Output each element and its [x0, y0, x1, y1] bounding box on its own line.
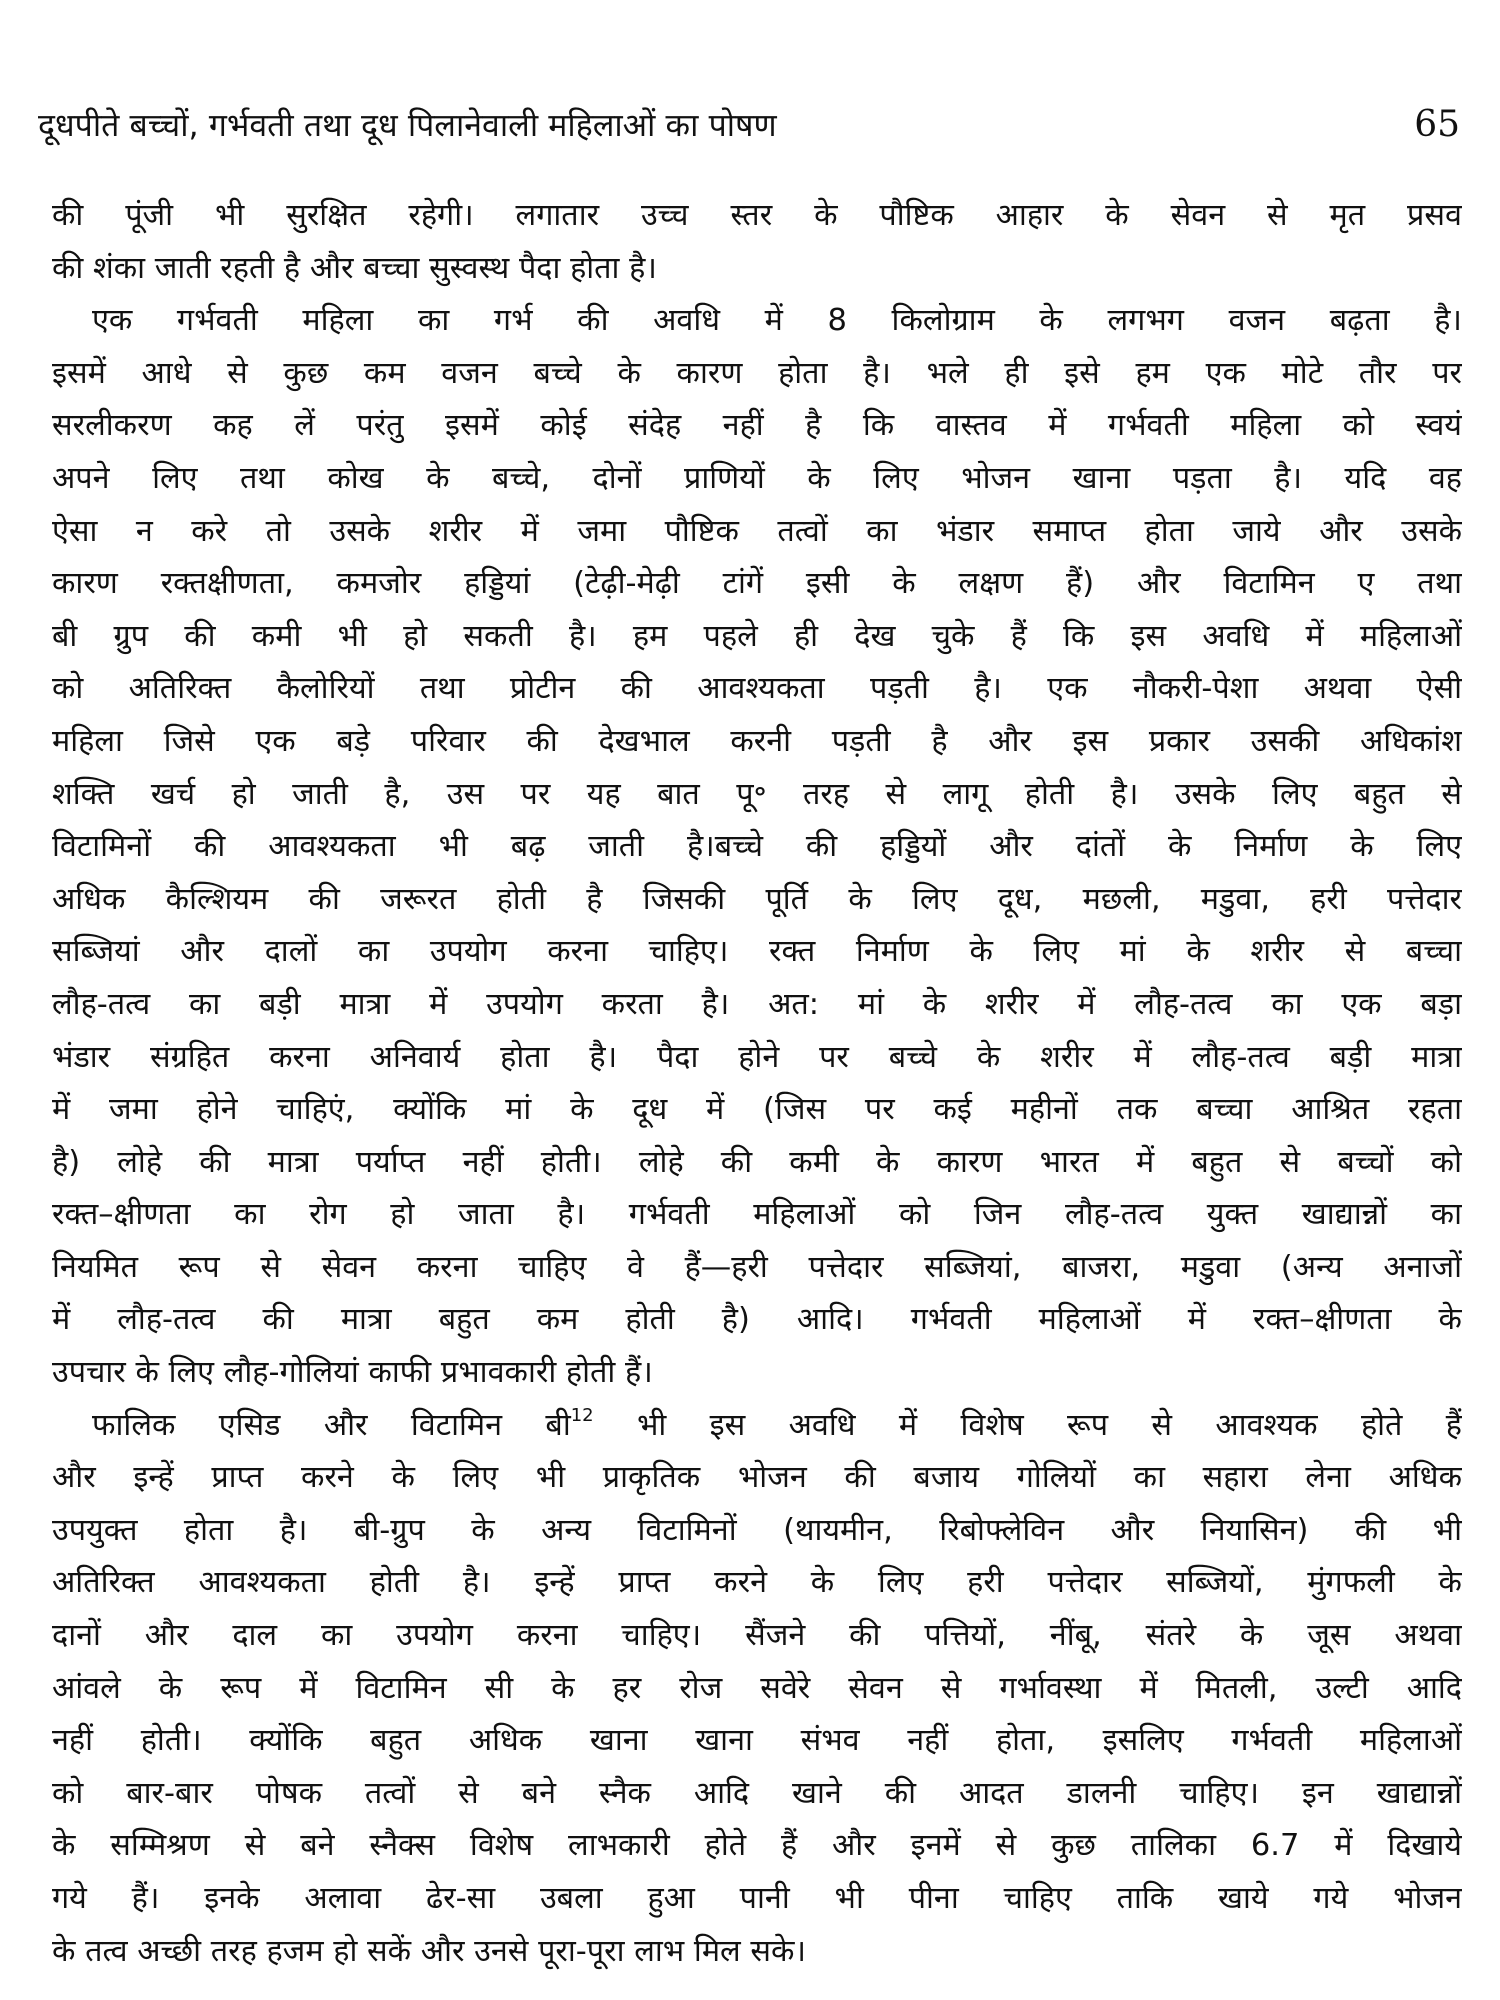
page-header	[38, 100, 1460, 160]
text-line: अपने लिए तथा कोख के बच्चे, दोनों प्राणियों के लिए भोजन खाना पड़ता है। यदि वह	[52, 460, 1462, 496]
text-line: अतिरिक्त आवश्यकता होती है। इन्हें प्राप्त करने के लिए हरी पत्तेदार सब्जियों, मुंगफली के	[52, 1565, 1462, 1601]
text-line: को अतिरिक्त कैलोरियों तथा प्रोटीन की आवश्यकता पड़ती है। एक नौकरी-पेशा अथवा ऐसी	[52, 671, 1462, 707]
text-line: नियमित रूप से सेवन करना चाहिए वे हैं—हरी पत्तेदार सब्जियां, बाजरा, मडुवा (अन्य अनाजों	[52, 1249, 1462, 1285]
text-line: उपचार के लिए लौह-गोलियां काफी प्रभावकारी होती हैं।	[52, 1355, 653, 1391]
text-fragment: भी इस अवधि में विशेष रूप से आवश्यक होते हैं	[593, 1407, 1462, 1443]
text-line: के तत्व अच्छी तरह हजम हो सकें और उनसे पूरा-पूरा लाभ मिल सके।	[52, 1933, 807, 1969]
text-line: रक्त–क्षीणता का रोग हो जाता है। गर्भवती महिलाओं को जिन लौह-तत्व युक्त खाद्यान्नों का	[52, 1197, 1462, 1233]
text-line: अधिक कैल्शियम की जरूरत होती है जिसकी पूर्ति के लिए दूध, मछली, मडुवा, हरी पत्तेदार	[52, 881, 1462, 917]
text-line: विटामिनों की आवश्यकता भी बढ़ जाती है।बच्चे की हड्डियों और दांतों के निर्माण के लिए	[52, 829, 1462, 865]
text-line: सरलीकरण कह लें परंतु इसमें कोई संदेह नहीं है कि वास्तव में गर्भवती महिला को स्वयं	[52, 408, 1462, 444]
text-line: बी ग्रुप की कमी भी हो सकती है। हम पहले ही देख चुके हैं कि इस अवधि में महिलाओं	[52, 618, 1462, 654]
text-line-folic-acid	[52, 1400, 1462, 1453]
text-line: आंवले के रूप में विटामिन सी के हर रोज सवेरे सेवन से गर्भावस्था में मितली, उल्टी आदि	[52, 1670, 1462, 1706]
text-line: दानों और दाल का उपयोग करना चाहिए। सैंजने की पत्तियों, नींबू, संतरे के जूस अथवा	[52, 1618, 1462, 1654]
text-line: कारण रक्तक्षीणता, कमजोर हड्डियां (टेढ़ी-मेढ़ी टांगें इसी के लक्षण हैं) और विटामिन ए तथा	[52, 566, 1462, 602]
text-line: इसमें आधे से कुछ कम वजन बच्चे के कारण होता है। भले ही इसे हम एक मोटे तौर पर	[52, 355, 1462, 391]
text-line: और इन्हें प्राप्त करने के लिए भी प्राकृतिक भोजन की बजाय गोलियों का सहारा लेना अधिक	[52, 1460, 1462, 1496]
text-line: ऐसा न करे तो उसके शरीर में जमा पौष्टिक तत्वों का भंडार समाप्त होता जाये और उसके	[52, 513, 1462, 549]
text-line: में जमा होने चाहिएं, क्योंकि मां के दूध में (जिस पर कई महीनों तक बच्चा आश्रित रहता	[52, 1092, 1462, 1128]
text-line: सब्जियां और दालों का उपयोग करना चाहिए। रक्त निर्माण के लिए मां के शरीर से बच्चा	[52, 934, 1462, 970]
text-fragment: फालिक एसिड और विटामिन बी	[92, 1407, 571, 1443]
page-number: 65	[1414, 104, 1460, 145]
text-line: महिला जिसे एक बड़े परिवार की देखभाल करनी पड़ती है और इस प्रकार उसकी अधिकांश	[52, 723, 1462, 759]
text-line: एक गर्भवती महिला का गर्भ की अवधि में 8 किलोग्राम के लगभग वजन बढ़ता है।	[92, 303, 1462, 339]
text-line: के सम्मिश्रण से बने स्नैक्स विशेष लाभकारी होते हैं और इनमें से कुछ तालिका 6.7 में दिखाये	[52, 1828, 1462, 1864]
text-line: गये हैं। इनके अलावा ढेर-सा उबला हुआ पानी भी पीना चाहिए ताकि खाये गये भोजन	[52, 1881, 1462, 1916]
text-line: है) लोहे की मात्रा पर्याप्त नहीं होती। लोहे की कमी के कारण भारत में बहुत से बच्चों को	[52, 1144, 1462, 1180]
text-line: नहीं होती। क्योंकि बहुत अधिक खाना खाना संभव नहीं होता, इसलिए गर्भवती महिलाओं	[52, 1723, 1462, 1759]
body-text	[52, 190, 1462, 1978]
text-line: उपयुक्त होता है। बी-ग्रुप के अन्य विटामिनों (थायमीन, रिबोफ्लेविन और नियासिन) की भी	[52, 1512, 1462, 1548]
text-line: लौह-तत्व का बड़ी मात्रा में उपयोग करता है। अत: मां के शरीर में लौह-तत्व का एक बड़ा	[52, 986, 1462, 1022]
text-line: को बार-बार पोषक तत्वों से बने स्नैक आदि खाने की आदत डालनी चाहिए। इन खाद्यान्नों	[52, 1775, 1462, 1811]
text-line: भंडार संग्रहित करना अनिवार्य होता है। पैदा होने पर बच्चे के शरीर में लौह-तत्व बड़ी मात्रा	[52, 1039, 1462, 1075]
text-line: शक्ति खर्च हो जाती है, उस पर यह बात पू॰ तरह से लागू होती है। उसके लिए बहुत से	[52, 776, 1462, 812]
text-line: में लौह-तत्व की मात्रा बहुत कम होती है) आदि। गर्भवती महिलाओं में रक्त–क्षीणता के	[52, 1302, 1462, 1338]
text-line: की पूंजी भी सुरक्षित रहेगी। लगातार उच्च स्तर के पौष्टिक आहार के सेवन से मृत प्रसव	[52, 198, 1462, 233]
superscript-12: 12	[570, 1404, 594, 1426]
text-line: की शंका जाती रहती है और बच्चा सुस्वस्थ पैदा होता है।	[52, 250, 657, 286]
running-title: दूधपीते बच्चों, गर्भवती तथा दूध पिलानेवाली महिलाओं का पोषण	[38, 106, 777, 144]
